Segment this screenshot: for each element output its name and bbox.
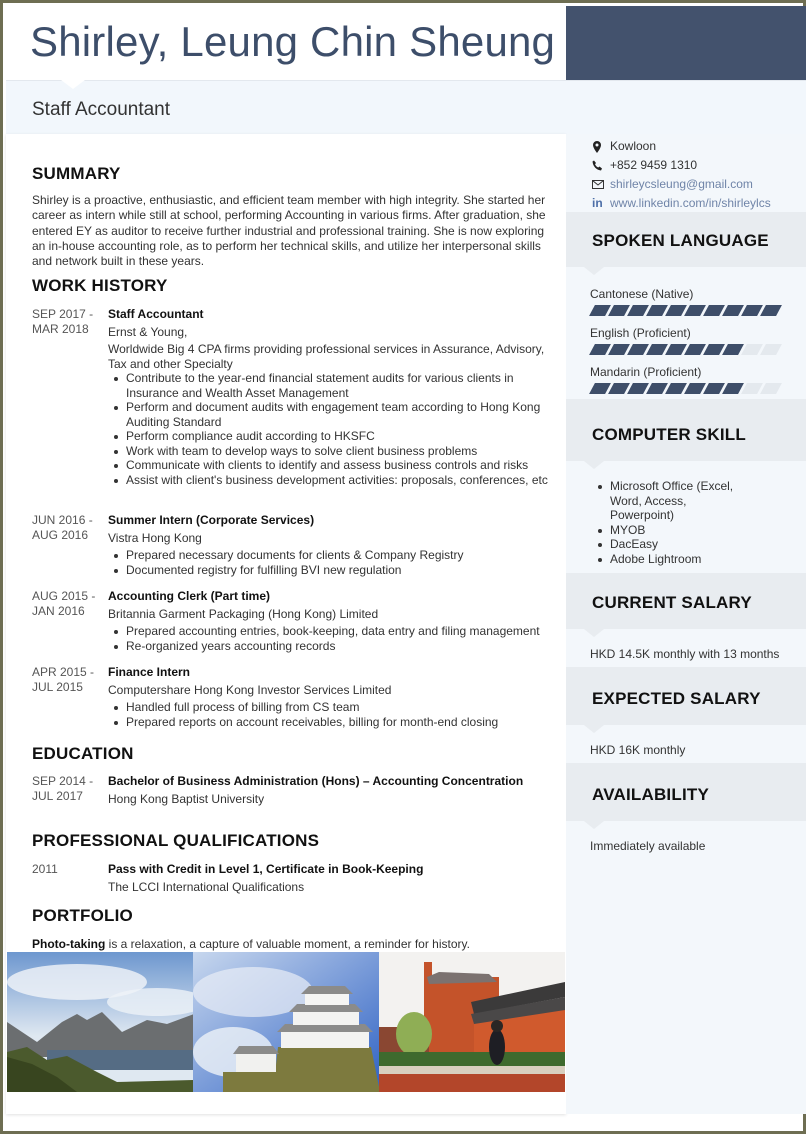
language-item (590, 326, 790, 355)
skill-item: Microsoft Office (Excel, Word, Access, Powerpoint) (590, 479, 740, 523)
bullet-item: Prepared reports on account receivables, billing for month-end closing (108, 715, 548, 730)
qualification-issuer: The LCCI International Qualifications (108, 879, 305, 894)
portfolio-description: is a relaxation, a capture of valuable moment, a reminder for history. (105, 937, 470, 951)
expected-salary-body (566, 725, 806, 763)
bullet-item: Documented registry for fulfilling BVI new regulation (108, 563, 548, 578)
job-role: Summer Intern (Corporate Services) (108, 513, 315, 527)
bullet-item: Re-organized years accounting records (108, 639, 548, 654)
phone-icon (592, 160, 608, 171)
bullet-item: Assist with client's business development activities: proposals, conferences, etc (108, 473, 548, 488)
entry-body (108, 862, 548, 897)
summary-text: Shirley is a proactive, enthusiastic, and efficient team member with high integrity. She started her career as intern while still at school, performing Accounting in various firms. After graduation, she entered EY as auditor to receive further industrial and professional training. She is now exploring an in-house accounting role, as to perform her technical skills, and utilize her interpersonal skills and network built in these years. (32, 193, 546, 269)
date-start: JUN 2016 - (32, 513, 93, 527)
job-bullets (108, 700, 548, 729)
castle-photo (193, 952, 379, 1092)
contact-info (592, 137, 771, 213)
bullet-item: Handled full process of billing from CS team (108, 700, 548, 715)
proficiency-bar (592, 305, 790, 316)
job-org: Computershare Hong Kong Investor Services Limited (108, 682, 392, 697)
resume-page (6, 6, 806, 1134)
date-end: MAR 2018 (32, 321, 89, 336)
entry-body (108, 665, 548, 729)
computer-skill-body (566, 461, 806, 573)
main-column (6, 134, 566, 1114)
portfolio-text (32, 937, 470, 951)
job-role: Staff Accountant (108, 307, 204, 321)
current-salary-heading: CURRENT SALARY (592, 593, 752, 612)
phone-text: +852 9459 1310 (610, 158, 698, 172)
current-salary-text: HKD 14.5K monthly with 13 months (590, 647, 780, 661)
candidate-name: Shirley, Leung Chin Sheung (30, 18, 556, 65)
job-org: Vistra Hong Kong (108, 530, 202, 545)
proficiency-bar (592, 383, 790, 394)
red-brick-building-photo (379, 952, 565, 1092)
pointer-arrow (584, 629, 604, 637)
bullet-item: Communicate with clients to identify and assess business controls and risks (108, 458, 548, 473)
job-title: Staff Accountant (32, 99, 171, 120)
date-end: AUG 2016 (32, 527, 89, 542)
bullet-item: Work with team to develop ways to solve client business problems (108, 444, 548, 459)
job-title-band (6, 80, 806, 134)
entry-date (32, 307, 104, 336)
availability-body (566, 821, 806, 1114)
spoken-language-body (566, 267, 806, 399)
availability-header (566, 763, 806, 821)
computer-skill-heading: COMPUTER SKILL (592, 425, 746, 444)
availability-heading: AVAILABILITY (592, 785, 709, 804)
pointer-arrow (584, 821, 604, 829)
availability-text: Immediately available (590, 839, 706, 853)
bar-segment-empty (760, 344, 782, 355)
current-salary-header (566, 573, 806, 629)
language-item (590, 287, 790, 316)
contact-phone (592, 156, 771, 175)
map-pin-icon (592, 141, 608, 153)
language-item (590, 365, 790, 394)
qualifications-heading: PROFESSIONAL QUALIFICATIONS (32, 831, 320, 850)
header-accent-block (566, 6, 806, 80)
spoken-language-header (566, 212, 806, 267)
work-history-heading: WORK HISTORY (32, 276, 168, 295)
job-bullets (108, 624, 548, 653)
job-description: Worldwide Big 4 CPA firms providing professional services in Assurance, Advisory, Tax and other Specialty (108, 342, 545, 371)
contact-linkedin[interactable] (592, 194, 771, 213)
entry-body (108, 307, 548, 487)
bullet-item: Prepared necessary documents for clients & Company Registry (108, 548, 548, 563)
qualification-title: Pass with Credit in Level 1, Certificate in Book-Keeping (108, 862, 424, 876)
entry-date (32, 589, 104, 618)
language-label: Mandarin (Proficient) (590, 365, 702, 379)
entry-body (108, 774, 548, 809)
skill-item: Adobe Lightroom (590, 552, 740, 567)
location-text: Kowloon (610, 139, 657, 153)
bullet-item: Prepared accounting entries, book-keeping, data entry and filing management (108, 624, 548, 639)
linkedin-link[interactable]: www.linkedin.com/in/shirleylcs (610, 196, 771, 210)
bullet-item: Contribute to the year-end financial statement audits for various clients in Insurance and Wealth Asset Management (108, 371, 548, 400)
portfolio-heading: PORTFOLIO (32, 906, 133, 925)
expected-salary-header (566, 667, 806, 725)
job-org: Britannia Garment Packaging (Hong Kong) Limited (108, 606, 379, 621)
language-label: English (Proficient) (590, 326, 691, 340)
job-role: Finance Intern (108, 665, 191, 679)
bar-segment (760, 305, 782, 316)
bullet-item: Perform and document audits with engagement team according to Hong Kong Auditing Standard (108, 400, 548, 429)
entry-date (32, 513, 104, 542)
job-bullets (108, 371, 548, 487)
contact-location (592, 137, 771, 156)
qualification-year: 2011 (32, 862, 58, 876)
expected-salary-text: HKD 16K monthly (590, 743, 686, 757)
contact-email[interactable] (592, 175, 771, 194)
email-link[interactable]: shirleycsleung@gmail.com (610, 177, 753, 191)
date-end: JAN 2016 (32, 603, 85, 618)
entry-body (108, 589, 548, 653)
bar-segment-empty (760, 383, 782, 394)
pointer-arrow (584, 461, 604, 469)
expected-salary-heading: EXPECTED SALARY (592, 689, 761, 708)
date-start: AUG 2015 - (32, 589, 96, 603)
job-role: Accounting Clerk (Part time) (108, 589, 271, 603)
entry-date (32, 774, 104, 803)
date-start: SEP 2017 - (32, 307, 94, 321)
portfolio-photos (7, 952, 565, 1092)
job-bullets (108, 548, 548, 577)
degree: Bachelor of Business Administration (Hons) – Accounting Concentration (108, 774, 524, 788)
school: Hong Kong Baptist University (108, 791, 265, 806)
pointer-arrow (584, 267, 604, 275)
envelope-icon (592, 180, 608, 189)
linkedin-icon: in (592, 196, 603, 210)
portfolio-lead: Photo-taking (32, 937, 106, 951)
skill-item: MYOB (590, 523, 740, 538)
pointer-arrow (584, 725, 604, 733)
computer-skill-list (590, 479, 740, 566)
education-heading: EDUCATION (32, 744, 134, 763)
name-header (6, 6, 566, 80)
computer-skill-header (566, 399, 806, 461)
entry-date (32, 665, 104, 694)
pointer-arrow (61, 80, 85, 89)
date-start: APR 2015 - (32, 665, 95, 679)
entry-body (108, 513, 548, 577)
date-start: SEP 2014 - (32, 774, 94, 788)
sidebar (566, 134, 806, 1114)
summary-heading: SUMMARY (32, 164, 121, 183)
date-end: JUL 2015 (32, 679, 83, 694)
spoken-language-heading: SPOKEN LANGUAGE (592, 231, 769, 250)
bullet-item: Perform compliance audit according to HKSFC (108, 429, 548, 444)
proficiency-bar (592, 344, 790, 355)
date-end: JUL 2017 (32, 788, 83, 803)
language-label: Cantonese (Native) (590, 287, 694, 301)
current-salary-body (566, 629, 806, 667)
skill-item: DacEasy (590, 537, 740, 552)
job-org: Ernst & Young, (108, 324, 188, 339)
mountain-lake-photo (7, 952, 193, 1092)
